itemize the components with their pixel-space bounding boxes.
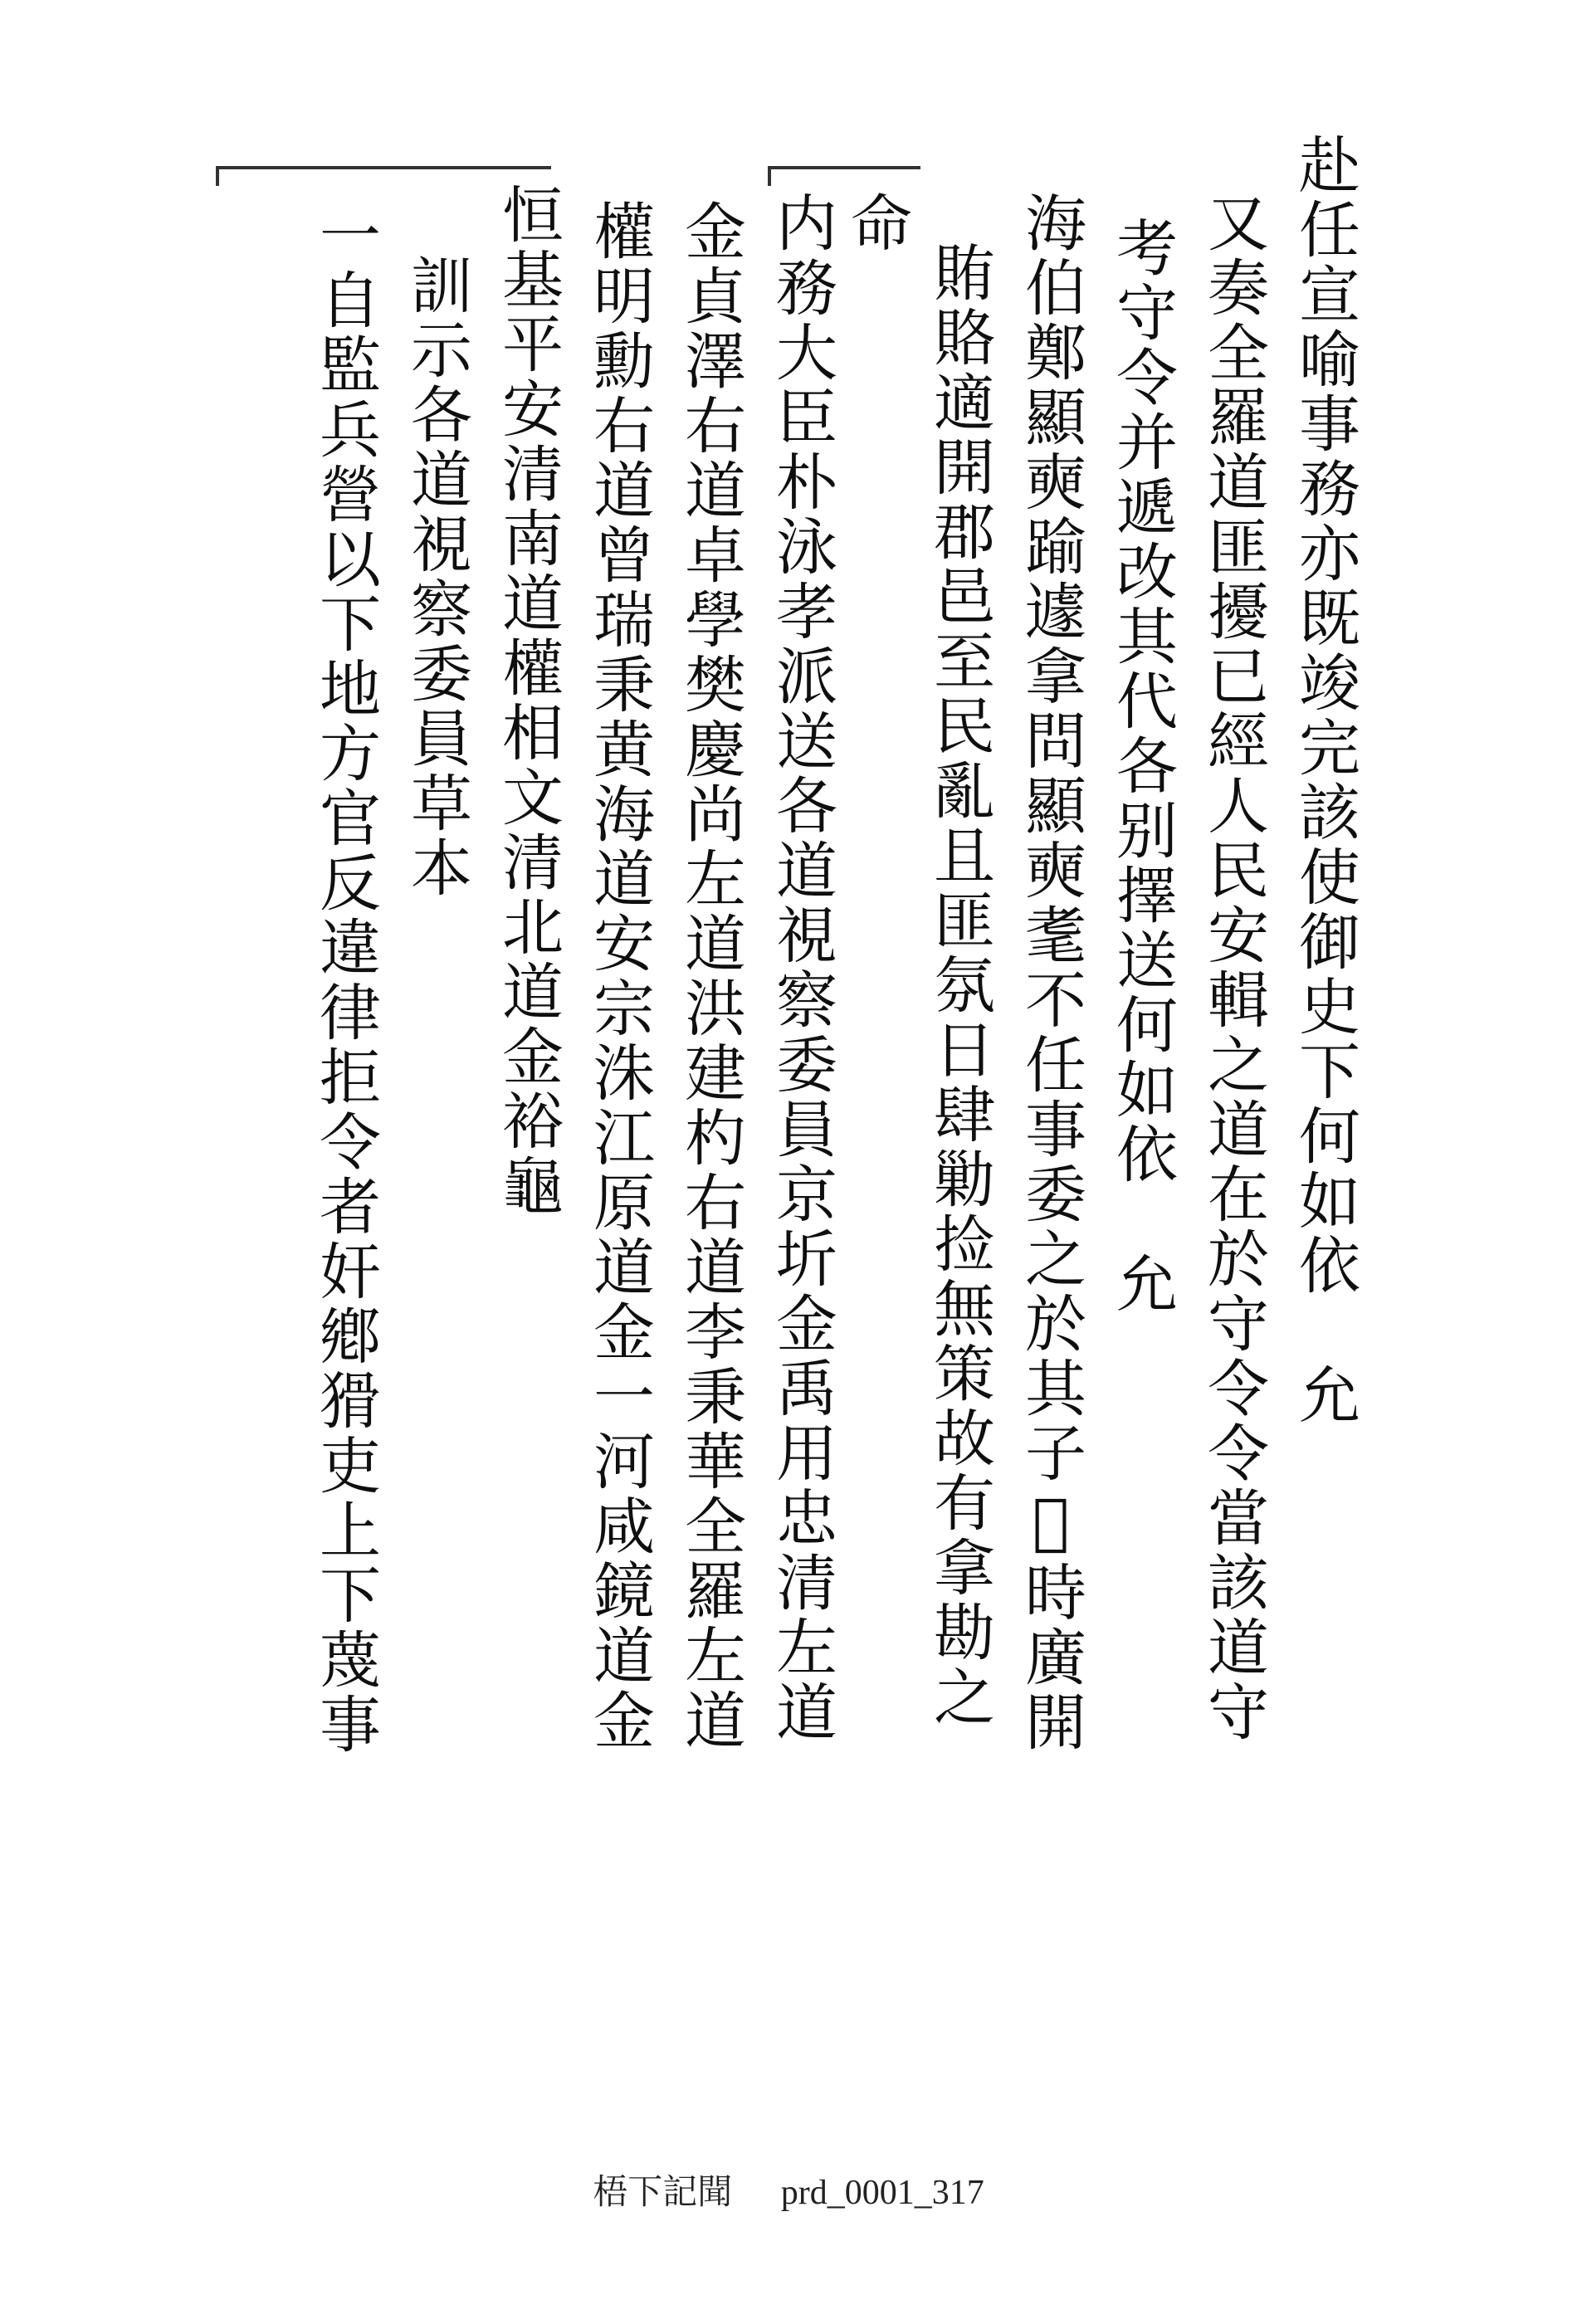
text-column: 金貞澤右道卓學樊慶尚左道洪建杓右道李秉華全羅左道 xyxy=(675,199,746,1753)
text-column: 權明勳右道曾瑞秉黄海道安宗洙江原道金一河咸鏡道金 xyxy=(583,199,655,1753)
text-column: 考守令并遞改其代各别擇送何如依 允 xyxy=(1106,216,1178,1316)
text-column: 内務大臣朴泳孝派送各道視察委員京圻金禹用忠清左道 xyxy=(766,191,837,1745)
book-title: 梧下記聞 xyxy=(593,2174,733,2212)
bracket-mark xyxy=(768,166,920,186)
text-column: 又奏全羅道匪擾已經人民安輯之道在於守令令當該道守 xyxy=(1198,191,1269,1745)
page-footer xyxy=(0,2165,1577,2214)
manuscript-scan xyxy=(274,133,1370,1826)
page-code: prd_0001_317 xyxy=(780,2174,984,2212)
text-column: 命 xyxy=(841,191,912,256)
text-column: 海伯鄭顯奭踰遽拿問顯奭耄不任事委之於其子𢃿時廣開 xyxy=(1015,191,1086,1755)
text-column: 恒基平安清南道權相文清北道金裕龜 xyxy=(492,183,564,1218)
text-column: 訓示各道視察委員草本 xyxy=(401,253,472,901)
text-column: 赴任宣喻事務亦既竣完該使御史下何如依 允 xyxy=(1289,133,1360,1428)
text-column: 賄賂適開郡邑至民亂且匪氛日肆勦捡無策故有拿勘之 xyxy=(924,241,995,1730)
text-column: 一自監兵營以下地方官反違律拒令者奸鄕猾吏上下蔑事 xyxy=(310,203,381,1757)
